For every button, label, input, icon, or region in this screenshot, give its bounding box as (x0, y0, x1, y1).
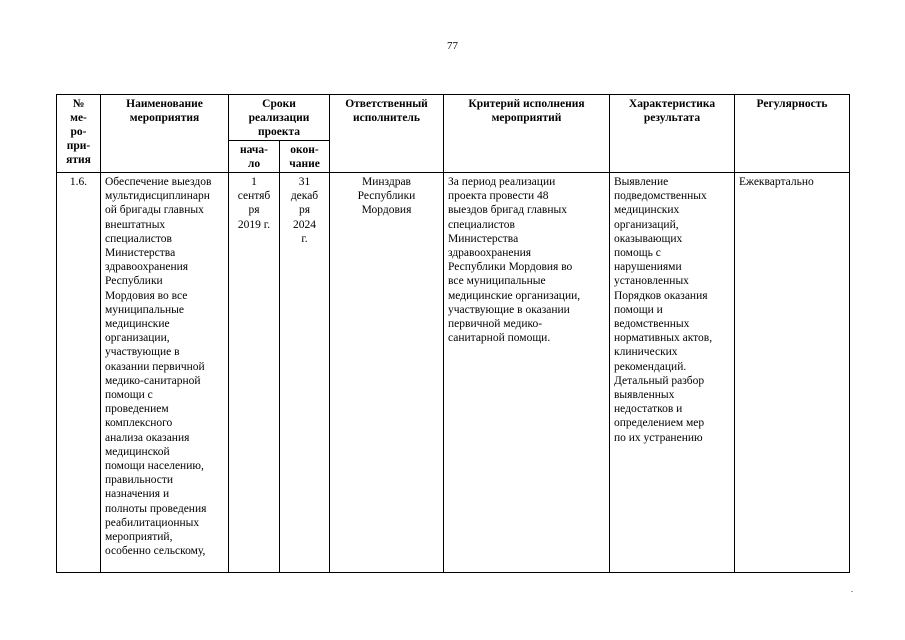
row-end: 31 декаб ря 2024 г. (280, 173, 330, 573)
header-executor: Ответственный исполнитель (330, 95, 444, 173)
page-number: 77 (447, 40, 458, 52)
header-terms: Сроки реализации проекта (229, 95, 330, 141)
row-regularity: Ежеквартально (735, 173, 850, 573)
row-num: 1.6. (57, 173, 101, 573)
row-name: Обеспечение выездов мультидисциплинарн ой бригады главных внештатных специалистов Министерства здравоохранения Республики Мордовия во все муниципальные медицинские организации, участвующие в оказании первичной медико-санитарной помощи с проведением комплексного анализа оказания медицинской помощи населению, правильности назначения и полноты проведения реабилитационных мероприятий, особенно сельскому, (101, 173, 229, 573)
row-criterion: За период реализации проекта провести 48 выездов бригад главных специалистов Министерства здравоохранения Республики Мордовия во все муниципальные медицинские организации, участвующие в оказании первичной медико- санитарной помощи. (444, 173, 610, 573)
row-result: Выявление подведомственных медицинских организаций, оказывающих помощь с нарушениями установленных Порядков оказания помощи и ведомственных нормативных актов, клинических рекомендаций. Детальный разбор выявленных недостатков и определением мер по их устранению (610, 173, 735, 573)
row-executor: Минздрав Республики Мордовия (330, 173, 444, 573)
header-regularity: Регулярность (735, 95, 850, 173)
header-name: Наименование мероприятия (101, 95, 229, 173)
header-num: № ме- ро- при- ятия (57, 95, 101, 173)
header-result: Характеристика результата (610, 95, 735, 173)
measures-table (56, 94, 850, 573)
header-start: нача- ло (229, 141, 280, 173)
table-row (57, 173, 850, 573)
footer-mark: . (851, 585, 853, 594)
header-end: окон- чание (280, 141, 330, 173)
header-criterion: Критерий исполнения мероприятий (444, 95, 610, 173)
row-start: 1 сентяб ря 2019 г. (229, 173, 280, 573)
